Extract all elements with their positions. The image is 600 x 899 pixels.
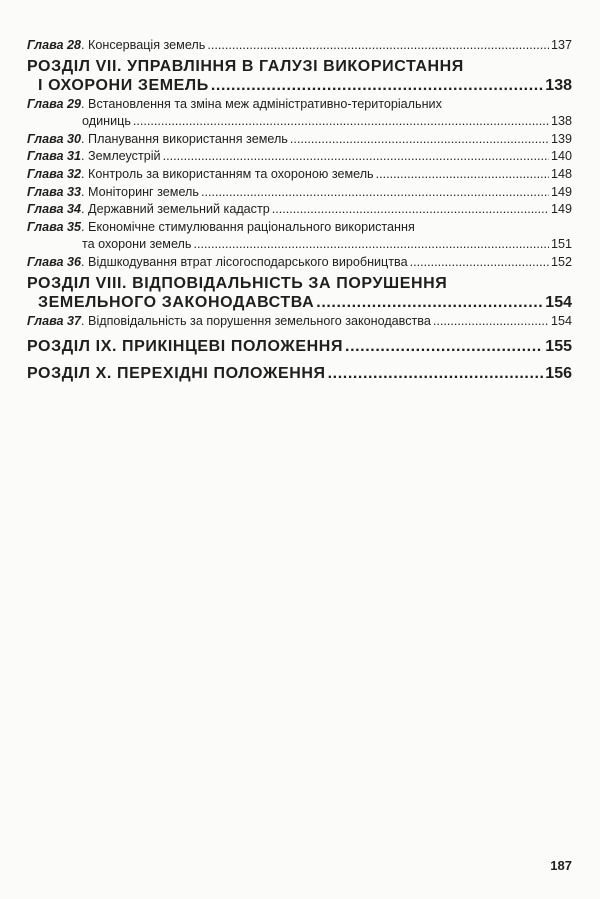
table-of-contents [27,37,572,383]
section-title-line-1: РОЗДІЛ VIII. ВІДПОВІДАЛЬНІСТЬ ЗА ПОРУШЕННЯ [27,274,448,292]
dot-leader [133,113,549,131]
chapter-title: Державний земельний кадастр [88,202,270,217]
chapter-title: Відшкодування втрат лісогосподарського виробництва [88,254,408,269]
page-ref: 138 [550,114,572,129]
toc-entry-chapter-37: Глава 37. Відповідальність за порушення земельного законодавства ..... 154 [27,313,572,331]
chapter-title: Землеустрій [88,149,161,164]
dot-leader [410,254,549,272]
chapter-title-line-2: одиниць [82,114,131,129]
toc-entry-chapter-34: Глава 34. Державний земельний кадастр ..... 149 [27,201,572,219]
dot-leader [201,184,549,202]
dot-leader [163,148,549,166]
page-ref: 155 [545,338,572,356]
chapter-title: Моніторинг земель [88,184,199,199]
dot-leader [316,293,543,313]
chapter-title: Контроль за використанням та охороною земель [88,166,374,181]
chapter-label: Глава 34 [27,202,82,217]
toc-entry-section-7 [27,57,572,96]
chapter-label: Глава 30 [27,131,82,146]
toc-entry-chapter-32: Глава 32. Контроль за використанням та охороною земель ..... 148 [27,166,572,184]
chapter-label: Глава 33 [27,184,82,199]
dot-leader [345,337,543,357]
dot-leader [211,76,543,96]
chapter-label: Глава 29 [27,96,82,111]
toc-entry-chapter-29: Глава 29. Встановлення та зміна меж адміністративно-територіальних одиниць ..... 138 [27,96,572,131]
chapter-title-line-1: Встановлення та зміна меж адміністративно-територіальних [88,96,442,111]
page-ref: 140 [550,149,572,164]
chapter-title: Консервація земель [88,38,206,52]
chapter-label: Глава 28 [27,38,82,52]
toc-entry-chapter-28: Глава 28. Консервація земель ..... 137 [27,37,572,55]
chapter-label: Глава 35 [27,219,82,234]
page-number: 187 [550,858,572,873]
toc-entry-section-10 [27,364,572,384]
chapter-title-line-2: та охорони земель [82,237,192,252]
chapter-label: Глава 37 [27,313,82,328]
chapter-title-line-1: Економічне стимулювання раціонального використання [88,219,415,234]
toc-entry-section-8 [27,274,572,313]
dot-leader [193,236,549,254]
toc-entry-chapter-33: Глава 33. Моніторинг земель ..... 149 [27,184,572,202]
dot-leader [376,166,549,184]
page-ref: 151 [550,237,572,252]
page-ref: 154 [545,294,572,312]
chapter-title: Відповідальність за порушення земельного законодавства [88,313,431,328]
section-title-line-2: ЗЕМЕЛЬНОГО ЗАКОНОДАВСТВА [38,294,315,312]
page-ref: 156 [545,364,572,382]
page-ref: 154 [550,313,572,328]
chapter-label: Глава 36 [27,254,82,269]
dot-leader [433,313,549,331]
dot-leader [290,131,549,149]
toc-entry-chapter-36: Глава 36. Відшкодування втрат лісогосподарського виробництва ..... 152 [27,254,572,272]
chapter-label: Глава 32 [27,166,82,181]
page-ref: 149 [550,184,572,199]
section-title-line-1: РОЗДІЛ VII. УПРАВЛІННЯ В ГАЛУЗІ ВИКОРИСТАННЯ [27,57,464,75]
toc-entry-chapter-31: Глава 31. Землеустрій ..... 140 [27,148,572,166]
page-ref: 148 [550,166,572,181]
section-title: РОЗДІЛ IX. ПРИКІНЦЕВІ ПОЛОЖЕННЯ [27,338,344,356]
page-ref: 152 [550,254,572,269]
page-ref: 138 [545,77,572,95]
section-title: РОЗДІЛ X. ПЕРЕХІДНІ ПОЛОЖЕННЯ [27,364,326,382]
toc-entry-chapter-30: Глава 30. Планування використання земель ..... 139 [27,131,572,149]
toc-entry-section-9 [27,337,572,357]
page-ref: 139 [550,131,572,146]
dot-leader [328,364,544,384]
dot-leader [272,201,549,219]
dot-leader [207,37,549,55]
chapter-label: Глава 31 [27,149,82,164]
page-ref: 137 [550,38,572,52]
section-title-line-2: І ОХОРОНИ ЗЕМЕЛЬ [38,77,209,95]
toc-entry-chapter-35: Глава 35. Економічне стимулювання раціонального використання та охорони земель ..... 151 [27,219,572,254]
chapter-title: Планування використання земель [88,131,288,146]
page-ref: 149 [550,202,572,217]
